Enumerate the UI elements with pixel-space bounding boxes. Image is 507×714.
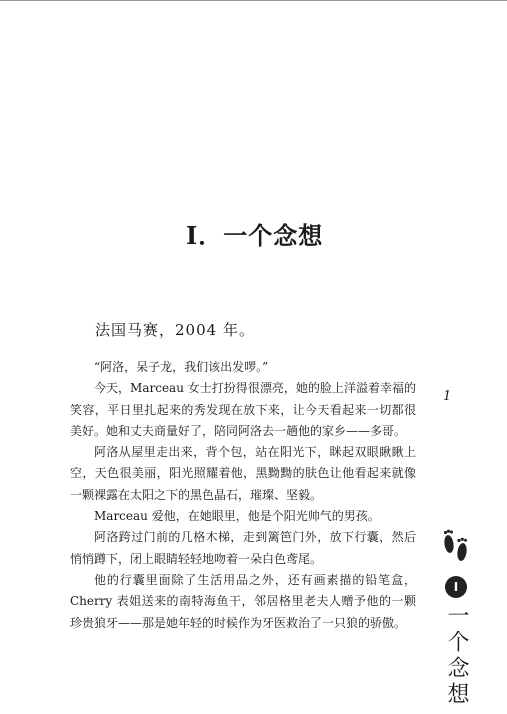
paragraph: 他的行囊里面除了生活用品之外，还有画素描的铅笔盒，Cherry 表姐送来的南特海鱼干，邻居格里老夫人赠予他的一颗珍贵狼牙——那是她年轻的时候作为牙医救治了一只狼的骄傲。 [70,572,416,630]
place-date: 法国马赛，2004 年。 [95,321,255,339]
page-number: 1 [443,389,452,404]
paragraph: 阿洛跨过门前的几格木梯，走到篱笆门外，放下行囊，然后悄悄蹲下，闭上眼睛轻轻地吻着一朵白色鸢尾。 [70,530,416,566]
chapter-badge: I [445,576,467,598]
side-tab [436,528,476,708]
side-chapter-title: 一个念想 [444,604,469,708]
paragraph: “阿洛，呆子龙，我们该出发啰。” [94,360,269,374]
chapter-title: I．一个念想 [186,221,324,250]
paragraph: Marceau 爱他，在她眼里，他是个阳光帅气的男孩。 [94,509,380,524]
footprints-icon [439,528,473,568]
body-text [70,357,416,634]
paragraph: 今天，Marceau 女士打扮得很漂亮，她的脸上洋溢着幸福的笑容，平日里扎起来的秀发现在放下来，让今天看起来一切都很美好。她和丈夫商量好了，陪同阿洛去一趟他的家乡——多哥。 [70,381,416,438]
paragraph: 阿洛从屋里走出来，背个包，站在阳光下，眯起双眼瞅瞅上空，天色很美丽，阳光照耀着他，黑黝黝的肤色让他看起来就像一颗裸露在太阳之下的黑色晶石，璀璨、坚毅。 [70,445,416,502]
top-rule [0,0,507,1]
